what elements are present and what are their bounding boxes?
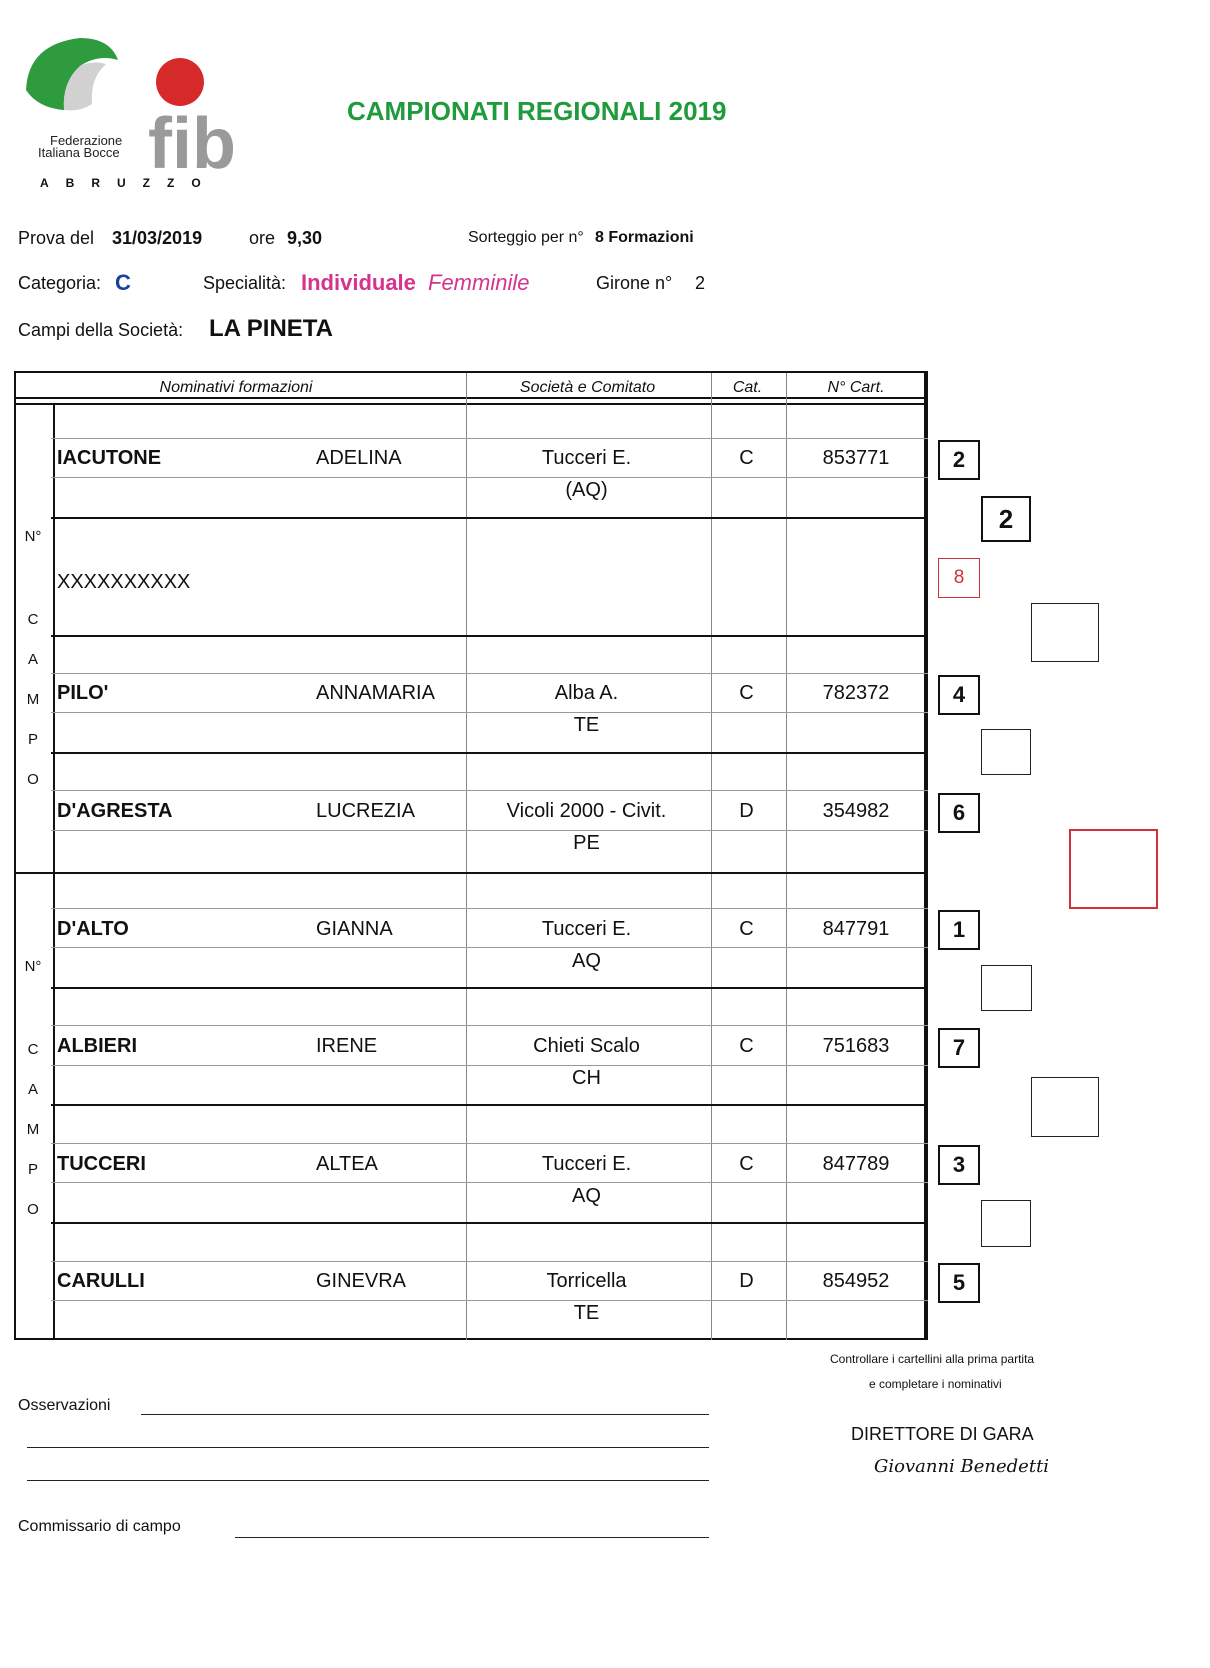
row6-card: 751683 [822, 1035, 890, 1057]
bracket-result-box-1: 2 [981, 496, 1031, 542]
row8-surname: CARULLI [57, 1270, 145, 1292]
footer-note-1: Controllare i cartellini alla prima partita [830, 1352, 1035, 1366]
osservazioni-line-3 [27, 1480, 709, 1481]
row8-name: GINEVRA [316, 1270, 407, 1292]
row7-name: ALTEA [316, 1153, 378, 1175]
specialita-value1: Individuale [301, 270, 416, 295]
draw-box-6: 7 [938, 1028, 980, 1068]
row4-name: LUCREZIA [316, 800, 415, 822]
ore-label: ore [249, 228, 276, 248]
row8-club: Torricella [546, 1270, 627, 1292]
row6-prov: CH [572, 1067, 601, 1089]
row8-card: 854952 [822, 1270, 890, 1292]
commissario-line [235, 1537, 709, 1538]
logo-line1: Federazione [50, 133, 123, 148]
fib-logo [18, 38, 258, 188]
ore-value: 9,30 [287, 228, 323, 248]
row6-name: IRENE [316, 1035, 378, 1057]
bracket-box-3 [981, 965, 1032, 1011]
specialita-value2: Femminile [428, 270, 530, 295]
osservazioni-line-1 [141, 1414, 709, 1415]
row1-surname: IACUTONE [57, 447, 162, 469]
draw-box-5: 1 [938, 910, 980, 950]
row7-cat: C [739, 1153, 754, 1175]
row1-card: 853771 [822, 447, 890, 469]
prova-label: Prova del [18, 228, 95, 248]
draw-box-3: 4 [938, 675, 980, 715]
row1-name: ADELINA [316, 447, 402, 469]
logo-region: ABRUZZO [40, 176, 218, 190]
row3-surname: PILO' [57, 682, 109, 704]
campi-label: Campi della Società: [18, 320, 184, 340]
bracket-final-box [1069, 829, 1158, 909]
categoria-label: Categoria: [18, 273, 102, 293]
row6-cat: C [739, 1035, 754, 1057]
svg-text:fib: fib [148, 104, 236, 184]
draw-box-1: 2 [938, 440, 980, 480]
bracket-box-semifinal-2 [1031, 1077, 1099, 1137]
row4-surname: D'AGRESTA [57, 800, 173, 822]
row5-card: 847791 [822, 918, 890, 940]
row3-card: 782372 [822, 682, 890, 704]
commissario-label: Commissario di campo [18, 1518, 181, 1535]
page-title: CAMPIONATI REGIONALI 2019 [347, 96, 727, 126]
row1-club: Tucceri E. [541, 447, 632, 469]
campi-value: LA PINETA [209, 315, 333, 342]
row4-club: Vicoli 2000 - Civit. [506, 800, 667, 822]
sorteggio-label: Sorteggio per n° [468, 229, 584, 246]
logo-line2: Italiana Bocce [38, 145, 120, 160]
logo-graphic [18, 38, 258, 188]
girone-value: 2 [695, 273, 706, 293]
draw-box-4: 6 [938, 793, 980, 833]
row8-prov: TE [573, 1302, 600, 1324]
row5-club: Tucceri E. [541, 918, 632, 940]
row3-club: Alba A. [554, 682, 619, 704]
col-header-card: N° Cart. [827, 379, 885, 396]
specialita-label: Specialità: [203, 273, 287, 293]
row8-cat: D [739, 1270, 754, 1292]
bracket-box-semifinal-1 [1031, 603, 1099, 662]
side-label-n-top: N° [24, 528, 42, 545]
row5-name: GIANNA [316, 918, 393, 940]
direttore-name: Giovanni Benedetti [874, 1456, 1050, 1477]
row5-surname: D'ALTO [57, 918, 129, 940]
osservazioni-label: Osservazioni [18, 1397, 111, 1414]
osservazioni-line-2 [27, 1447, 709, 1448]
col-header-cat: Cat. [732, 379, 763, 396]
side-label-campo-top: C A M P O [26, 611, 40, 788]
draw-box-2: 8 [938, 558, 980, 598]
sorteggio-value: 8 Formazioni [595, 229, 694, 246]
categoria-value: C [115, 270, 131, 295]
row6-club: Chieti Scalo [533, 1035, 640, 1057]
row5-cat: C [739, 918, 754, 940]
side-label-n-bottom: N° [24, 958, 42, 975]
draw-box-7: 3 [938, 1145, 980, 1185]
bracket-box-2 [981, 729, 1031, 775]
row7-surname: TUCCERI [57, 1153, 146, 1175]
row2-placeholder: XXXXXXXXXX [57, 571, 191, 593]
row1-prov: (AQ) [565, 479, 608, 501]
row7-card: 847789 [822, 1153, 890, 1175]
footer-note-2: e completare i nominativi [869, 1377, 1002, 1391]
draw-box-8: 5 [938, 1263, 980, 1303]
direttore-label: DIRETTORE DI GARA [851, 1424, 1034, 1444]
row6-surname: ALBIERI [57, 1035, 137, 1057]
row1-cat: C [739, 447, 754, 469]
row4-cat: D [739, 800, 754, 822]
row5-prov: AQ [572, 950, 601, 972]
col-header-names: Nominativi formazioni [159, 379, 313, 396]
row3-cat: C [739, 682, 754, 704]
row3-name: ANNAMARIA [316, 682, 435, 704]
col-header-club: Società e Comitato [519, 379, 656, 396]
prova-date: 31/03/2019 [112, 228, 203, 248]
row7-prov: AQ [572, 1185, 601, 1207]
row7-club: Tucceri E. [541, 1153, 632, 1175]
girone-label: Girone n° [596, 273, 673, 293]
row3-prov: TE [573, 714, 600, 736]
row4-card: 354982 [822, 800, 890, 822]
row4-prov: PE [573, 832, 600, 854]
side-label-campo-bottom: C A M P O [26, 1041, 40, 1218]
bracket-box-4 [981, 1200, 1031, 1247]
